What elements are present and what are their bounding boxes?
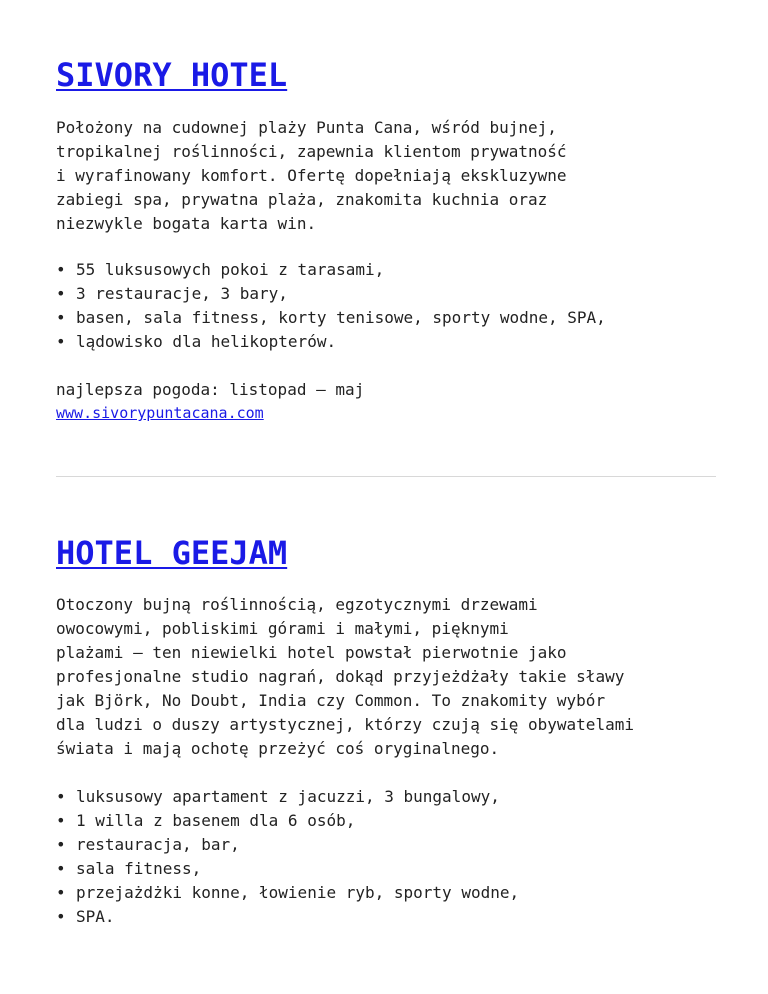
description-line: owocowymi, pobliskimi górami i małymi, pięknymi xyxy=(56,619,509,638)
bullet-icon: • xyxy=(56,811,66,830)
feature-list xyxy=(56,258,606,354)
description-line: jak Björk, No Doubt, India czy Common. To znakomity wybór xyxy=(56,691,606,710)
bullet-icon: • xyxy=(56,332,66,351)
section-divider xyxy=(56,476,716,477)
feature-text: restauracja, bar, xyxy=(76,835,240,854)
feature-text: 1 willa z basenem dla 6 osób, xyxy=(76,811,356,830)
list-item xyxy=(56,330,606,354)
feature-text: basen, sala fitness, korty tenisowe, sporty wodne, SPA, xyxy=(76,308,606,327)
bullet-icon: • xyxy=(56,260,66,279)
list-item xyxy=(56,282,606,306)
hotel-title-link[interactable]: HOTEL GEEJAM xyxy=(56,534,288,572)
hotel-website-link[interactable]: www.sivorypuntacana.com xyxy=(56,404,264,422)
description-line: niezwykle bogata karta win. xyxy=(56,214,317,233)
description-line: i wyrafinowany komfort. Ofertę dopełniają ekskluzywne xyxy=(56,166,567,185)
description-line: plażami – ten niewielki hotel powstał pierwotnie jako xyxy=(56,643,567,662)
description-line: profesjonalne studio nagrań, dokąd przyjeżdżały takie sławy xyxy=(56,667,625,686)
feature-list xyxy=(56,785,519,929)
feature-text: 55 luksusowych pokoi z tarasami, xyxy=(76,260,385,279)
description-line: świata i mają ochotę przeżyć coś oryginalnego. xyxy=(56,739,500,758)
bullet-icon: • xyxy=(56,859,66,878)
list-item xyxy=(56,809,519,833)
feature-text: 3 restauracje, 3 bary, xyxy=(76,284,288,303)
feature-text: SPA. xyxy=(76,907,115,926)
feature-text: przejażdżki konne, łowienie ryb, sporty wodne, xyxy=(76,883,520,902)
list-item xyxy=(56,881,519,905)
bullet-icon: • xyxy=(56,284,66,303)
description-line: Otoczony bujną roślinnością, egzotycznymi drzewami xyxy=(56,595,538,614)
list-item xyxy=(56,306,606,330)
list-item xyxy=(56,785,519,809)
feature-text: luksusowy apartament z jacuzzi, 3 bungalowy, xyxy=(76,787,500,806)
feature-text: lądowisko dla helikopterów. xyxy=(76,332,337,351)
hotel-title-link[interactable]: SIVORY HOTEL xyxy=(56,56,288,94)
hotel-description xyxy=(56,593,634,761)
hotel-description xyxy=(56,116,567,236)
list-item xyxy=(56,857,519,881)
list-item xyxy=(56,833,519,857)
description-line: zabiegi spa, prywatna plaża, znakomita kuchnia oraz xyxy=(56,190,548,209)
bullet-icon: • xyxy=(56,787,66,806)
list-item xyxy=(56,905,519,929)
best-weather-text: najlepsza pogoda: listopad – maj xyxy=(56,380,365,399)
description-line: Położony na cudownej plaży Punta Cana, wśród bujnej, xyxy=(56,118,557,137)
bullet-icon: • xyxy=(56,883,66,902)
bullet-icon: • xyxy=(56,835,66,854)
bullet-icon: • xyxy=(56,907,66,926)
description-line: dla ludzi o duszy artystycznej, którzy czują się obywatelami xyxy=(56,715,634,734)
list-item xyxy=(56,258,606,282)
bullet-icon: • xyxy=(56,308,66,327)
description-line: tropikalnej roślinności, zapewnia klientom prywatność xyxy=(56,142,567,161)
feature-text: sala fitness, xyxy=(76,859,202,878)
